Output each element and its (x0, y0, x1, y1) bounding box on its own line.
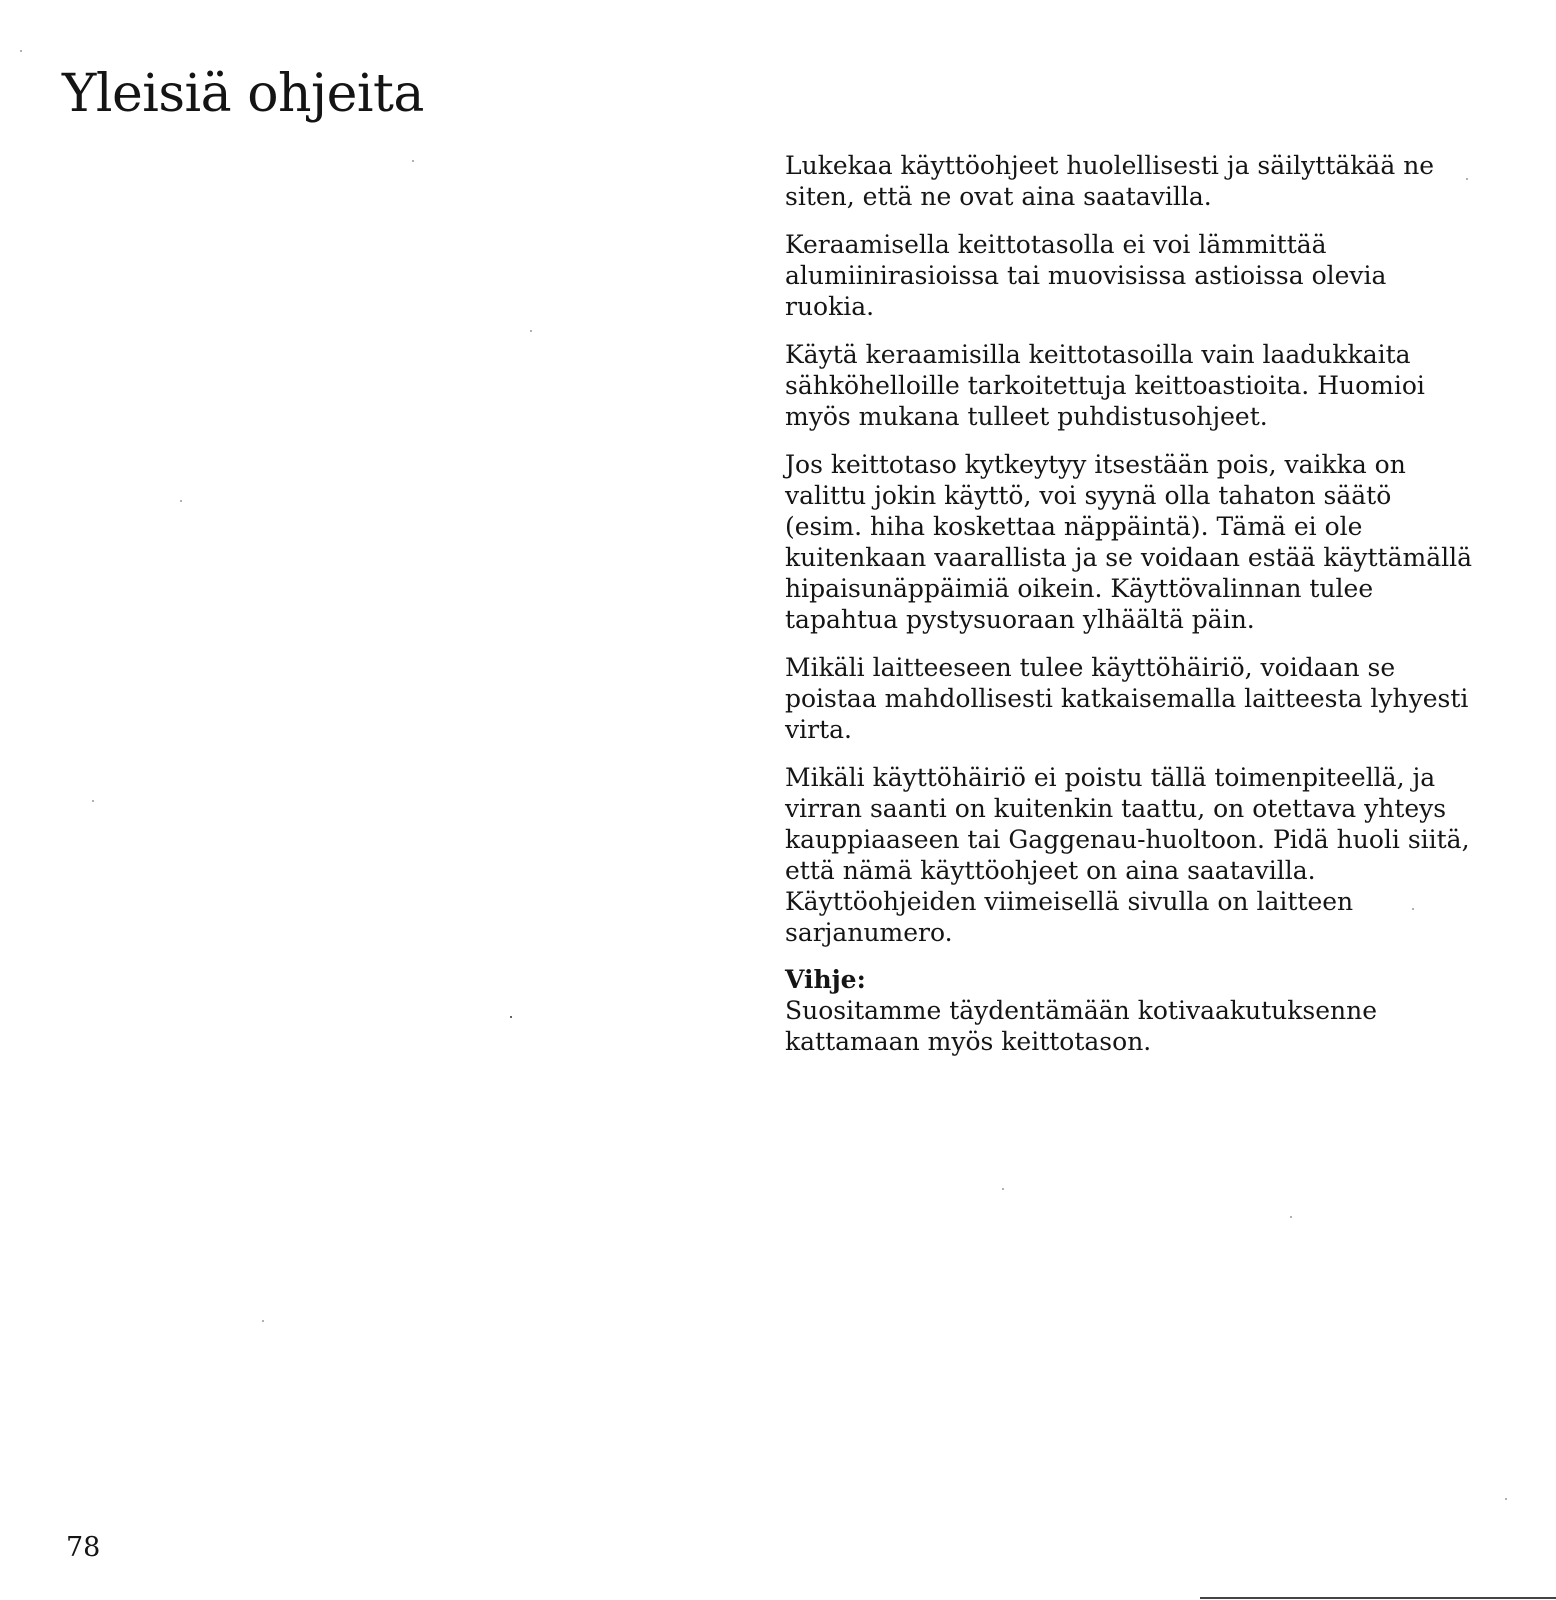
page-title: Yleisiä ohjeita (62, 64, 424, 124)
hint-text: Suositamme täydentämään kotivaakutuksenne kattamaan myös keittotason. (785, 996, 1378, 1056)
scan-speck (1466, 178, 1468, 180)
paragraph-cookware: Käytä keraamisilla keittotasoilla vain laadukkaita sähköhelloille tarkoitettuja keittoastioita. Huomioi myös mukana tulleet puhdistusohjeet. (785, 340, 1425, 431)
paragraph-read-instructions: Lukekaa käyttöohjeet huolellisesti ja säilyttäkää ne siten, että ne ovat aina saatavilla. (785, 151, 1435, 211)
scan-speck (510, 1016, 512, 1018)
scan-speck (92, 800, 94, 802)
scan-speck (1412, 908, 1414, 910)
scan-speck (1002, 1188, 1004, 1190)
hint-block (785, 965, 1475, 1057)
scan-speck (180, 500, 182, 502)
hint-label: Vihje: (785, 965, 866, 994)
paragraph-malfunction: Mikäli laitteeseen tulee käyttöhäiriö, voidaan se poistaa mahdollisesti katkaisemalla laitteesta lyhyesti virta. (785, 653, 1469, 744)
scan-speck (262, 1320, 264, 1322)
scan-speck (412, 160, 414, 162)
bottom-edge-rule (1200, 1597, 1556, 1599)
page-number: 78 (66, 1532, 101, 1563)
scan-speck (20, 50, 22, 52)
instructions-column (785, 150, 1475, 1057)
paragraph-service-contact: Mikäli käyttöhäiriö ei poistu tällä toimenpiteellä, ja virran saanti on kuitenkin taattu, on otettava yhteys kauppiaaseen tai Gaggenau-huoltoon. Pidä huoli siitä, että nämä käyttöohjeet on aina saatavilla. Käyttöohjeiden viimeisellä sivulla on laitteen sarjanumero. (785, 763, 1470, 947)
scan-speck (1290, 1216, 1292, 1218)
scan-speck (1505, 1498, 1507, 1500)
paragraph-auto-switch-off: Jos keittotaso kytkeytyy itsestään pois, vaikka on valittu jokin käyttö, voi syynä olla tahaton säätö (esim. hiha koskettaa näppäintä). Tämä ei ole kuitenkaan vaarallista ja se voidaan estää käyttämällä hipaisunäppäimiä oikein. Käyttövalinnan tulee tapahtua pystysuoraan ylhäältä päin. (785, 450, 1473, 634)
scan-speck (530, 330, 532, 332)
paragraph-aluminium-containers: Keraamisella keittotasolla ei voi lämmittää alumiinirasioissa tai muovisissa astioissa olevia ruokia. (785, 230, 1387, 321)
